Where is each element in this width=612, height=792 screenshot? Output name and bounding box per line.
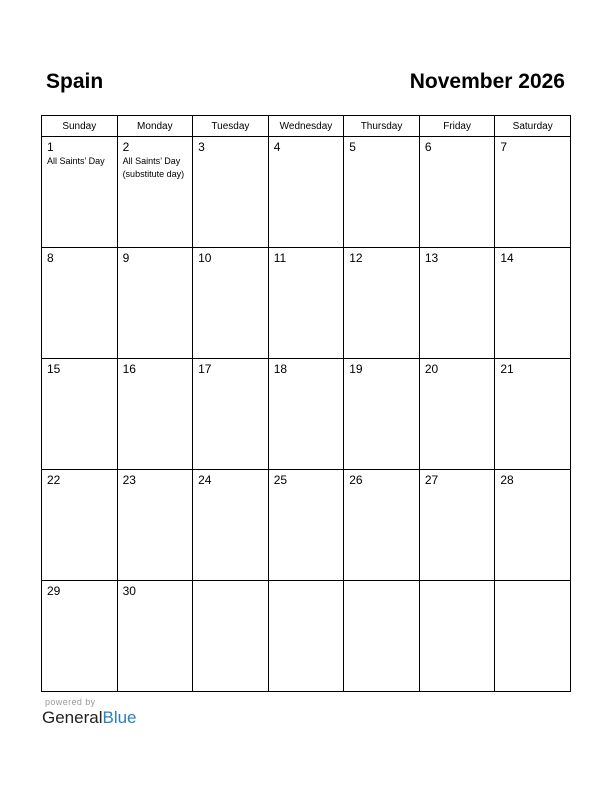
day-cell — [419, 470, 495, 581]
day-number: 8 — [47, 251, 54, 265]
day-cell — [419, 359, 495, 470]
country-title: Spain — [46, 70, 104, 93]
day-cell — [193, 137, 269, 248]
day-cell — [42, 248, 118, 359]
day-cell — [42, 359, 118, 470]
day-number: 2 — [122, 140, 130, 154]
day-number: 20 — [424, 362, 439, 376]
day-cell — [344, 359, 420, 470]
brand-logo — [42, 708, 137, 728]
week-row — [42, 248, 571, 359]
day-number: 15 — [47, 362, 61, 376]
week-row — [42, 470, 571, 581]
day-cell — [419, 137, 495, 248]
day-cell — [344, 248, 420, 359]
week-row — [42, 359, 571, 470]
day-number: 21 — [500, 362, 514, 376]
day-cell — [42, 137, 118, 248]
calendar-grid — [41, 115, 571, 692]
day-cell — [117, 248, 193, 359]
day-cell — [419, 248, 495, 359]
week-row — [42, 137, 571, 248]
day-number: 6 — [424, 140, 432, 154]
weekday-header-row — [42, 116, 571, 137]
day-number: 9 — [122, 251, 130, 265]
day-cell — [193, 581, 269, 692]
day-number: 7 — [500, 140, 508, 154]
day-number: 25 — [273, 473, 288, 487]
day-cell — [117, 359, 193, 470]
day-cell — [193, 470, 269, 581]
day-cell — [344, 581, 420, 692]
day-number: 30 — [122, 584, 136, 598]
day-number: 19 — [349, 362, 363, 376]
day-cell — [344, 470, 420, 581]
weekday-header: Wednesday — [268, 116, 344, 137]
day-number: 1 — [47, 140, 54, 154]
brand-logo-part1: General — [42, 708, 103, 727]
day-number: 18 — [273, 362, 288, 376]
day-number: 5 — [349, 140, 356, 154]
day-cell — [495, 581, 571, 692]
day-cell — [42, 470, 118, 581]
day-cell — [268, 359, 344, 470]
day-number: 12 — [349, 251, 363, 265]
day-cell — [268, 137, 344, 248]
day-number: 24 — [198, 473, 212, 487]
day-number: 23 — [122, 473, 136, 487]
day-number: 22 — [47, 473, 61, 487]
day-number: 4 — [273, 140, 281, 154]
day-number: 26 — [349, 473, 363, 487]
day-cell — [495, 248, 571, 359]
brand-logo-part2: Blue — [102, 708, 137, 727]
day-number: 14 — [500, 251, 514, 265]
day-number: 3 — [198, 140, 205, 154]
day-cell — [495, 470, 571, 581]
holiday-label: All Saints’ Day — [47, 156, 105, 166]
day-cell — [268, 248, 344, 359]
day-cell — [268, 581, 344, 692]
day-cell — [344, 137, 420, 248]
month-year-title: November 2026 — [409, 70, 565, 93]
day-cell — [495, 137, 571, 248]
powered-by-label: powered by — [45, 697, 96, 707]
day-cell — [193, 359, 269, 470]
day-cell — [419, 581, 495, 692]
day-cell — [42, 581, 118, 692]
day-cell — [117, 470, 193, 581]
day-number: 10 — [198, 251, 212, 265]
day-cell — [495, 359, 571, 470]
day-cell — [268, 470, 344, 581]
weekday-header: Friday — [419, 116, 495, 137]
day-number: 16 — [122, 362, 136, 376]
weekday-header: Sunday — [42, 116, 118, 137]
day-cell — [117, 581, 193, 692]
day-number: 17 — [198, 362, 212, 376]
weekday-header: Thursday — [344, 116, 420, 137]
holiday-label: All Saints’ Day (substitute day) — [122, 156, 185, 179]
day-number: 11 — [273, 251, 287, 265]
day-number: 29 — [47, 584, 61, 598]
day-number: 28 — [500, 473, 514, 487]
week-row — [42, 581, 571, 692]
weekday-header: Monday — [117, 116, 193, 137]
day-cell — [193, 248, 269, 359]
weekday-header: Saturday — [495, 116, 571, 137]
day-cell — [117, 137, 193, 248]
day-number: 13 — [424, 251, 439, 265]
weekday-header: Tuesday — [193, 116, 269, 137]
day-number: 27 — [424, 473, 439, 487]
